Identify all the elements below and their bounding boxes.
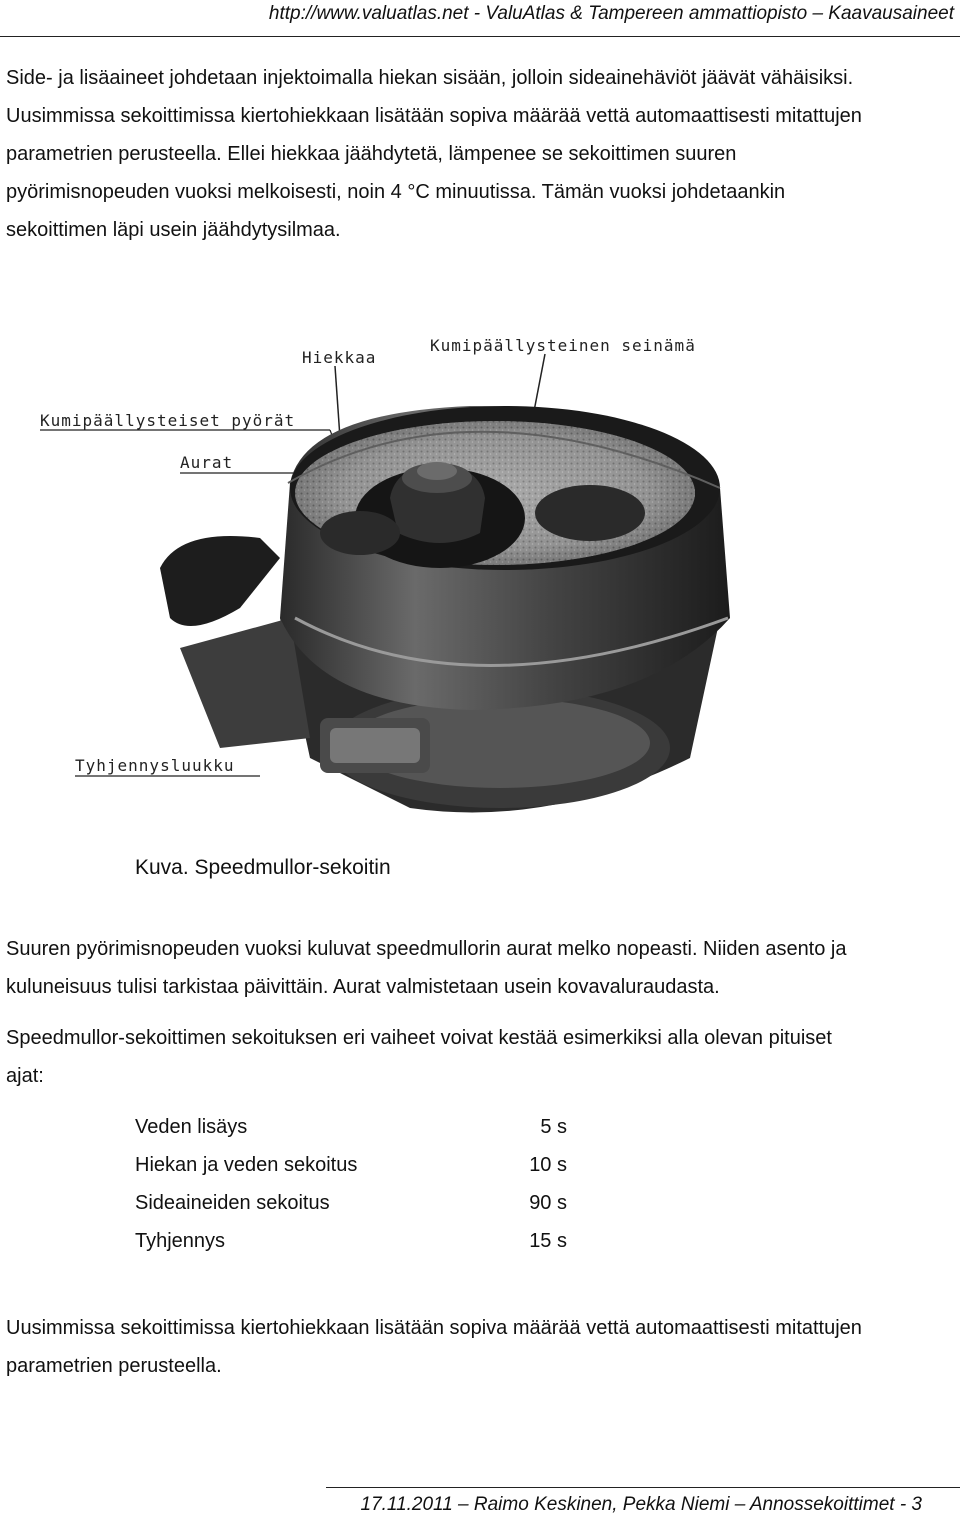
paragraph-line: parametrien perusteella. (6, 1355, 222, 1377)
label-tyhjennysluukku: Tyhjennysluukku (75, 756, 235, 775)
intro-line: Side- ja lisäaineet johdetaan injektoimalla hiekan sisään, jolloin sideainehäviöt jäävät vähäisiksi. (6, 67, 854, 89)
paragraph-line: ajat: (6, 1065, 44, 1087)
label-hiekkaa: Hiekkaa (302, 348, 377, 367)
step-duration: 90 s (529, 1192, 567, 1214)
paragraph-4 (6, 1309, 956, 1385)
intro-line: sekoittimen läpi usein jäähdytysilmaa. (6, 219, 341, 241)
step-duration: 10 s (529, 1154, 567, 1176)
paragraph-line: Speedmullor-sekoittimen sekoituksen eri vaiheet voivat kestää esimerkiksi alla olevan pituiset (6, 1027, 832, 1049)
paragraph-line: kuluneisuus tulisi tarkistaa päivittäin. Aurat valmistetaan usein kovavaluraudasta. (6, 976, 720, 998)
list-item (135, 1222, 575, 1260)
label-aurat: Aurat (180, 453, 234, 472)
step-name: Tyhjennys (135, 1230, 226, 1252)
speedmullor-figure (30, 318, 770, 848)
step-duration: 5 s (540, 1116, 567, 1138)
speedmullor-illustration (30, 318, 770, 848)
paragraph-line: Suuren pyörimisnopeuden vuoksi kuluvat speedmullorin aurat melko nopeasti. Niiden asento ja (6, 938, 847, 960)
page-footer (0, 1487, 960, 1517)
intro-line: parametrien perusteella. Ellei hiekkaa jäähdytetä, lämpenee se sekoittimen suuren (6, 143, 737, 165)
step-name: Hiekan ja veden sekoitus (135, 1154, 358, 1176)
header-text: http://www.valuatlas.net - ValuAtlas & Tampereen ammattiopisto – Kaavausaineet (268, 3, 954, 24)
intro-line: Uusimmissa sekoittimissa kiertohiekkaan lisätään sopiva määrää vettä automaattisesti mitattujen (6, 105, 862, 127)
list-item (135, 1146, 575, 1184)
paragraph-line: Uusimmissa sekoittimissa kiertohiekkaan lisätään sopiva määrää vettä automaattisesti mitattujen (6, 1317, 862, 1339)
footer-rule (326, 1487, 960, 1488)
page-header (0, 0, 960, 37)
figure-caption: Kuva. Speedmullor-sekoitin (135, 856, 391, 879)
intro-paragraph (6, 59, 956, 249)
paragraph-3 (6, 1019, 956, 1095)
step-name: Sideaineiden sekoitus (135, 1192, 330, 1214)
step-name: Veden lisäys (135, 1116, 248, 1138)
label-pyorat: Kumipäällysteiset pyörät (40, 411, 296, 430)
mixing-times-list (135, 1108, 575, 1260)
list-item (135, 1108, 575, 1146)
footer-text: 17.11.2011 – Raimo Keskinen, Pekka Niemi – Annossekoittimet - 3 (360, 1494, 922, 1515)
list-item (135, 1184, 575, 1222)
label-seinama: Kumipäällysteinen seinämä (430, 336, 696, 355)
step-duration: 15 s (529, 1230, 567, 1252)
intro-line: pyörimisnopeuden vuoksi melkoisesti, noin 4 °C minuutissa. Tämän vuoksi johdetaankin (6, 181, 786, 203)
paragraph-2 (6, 930, 956, 1006)
